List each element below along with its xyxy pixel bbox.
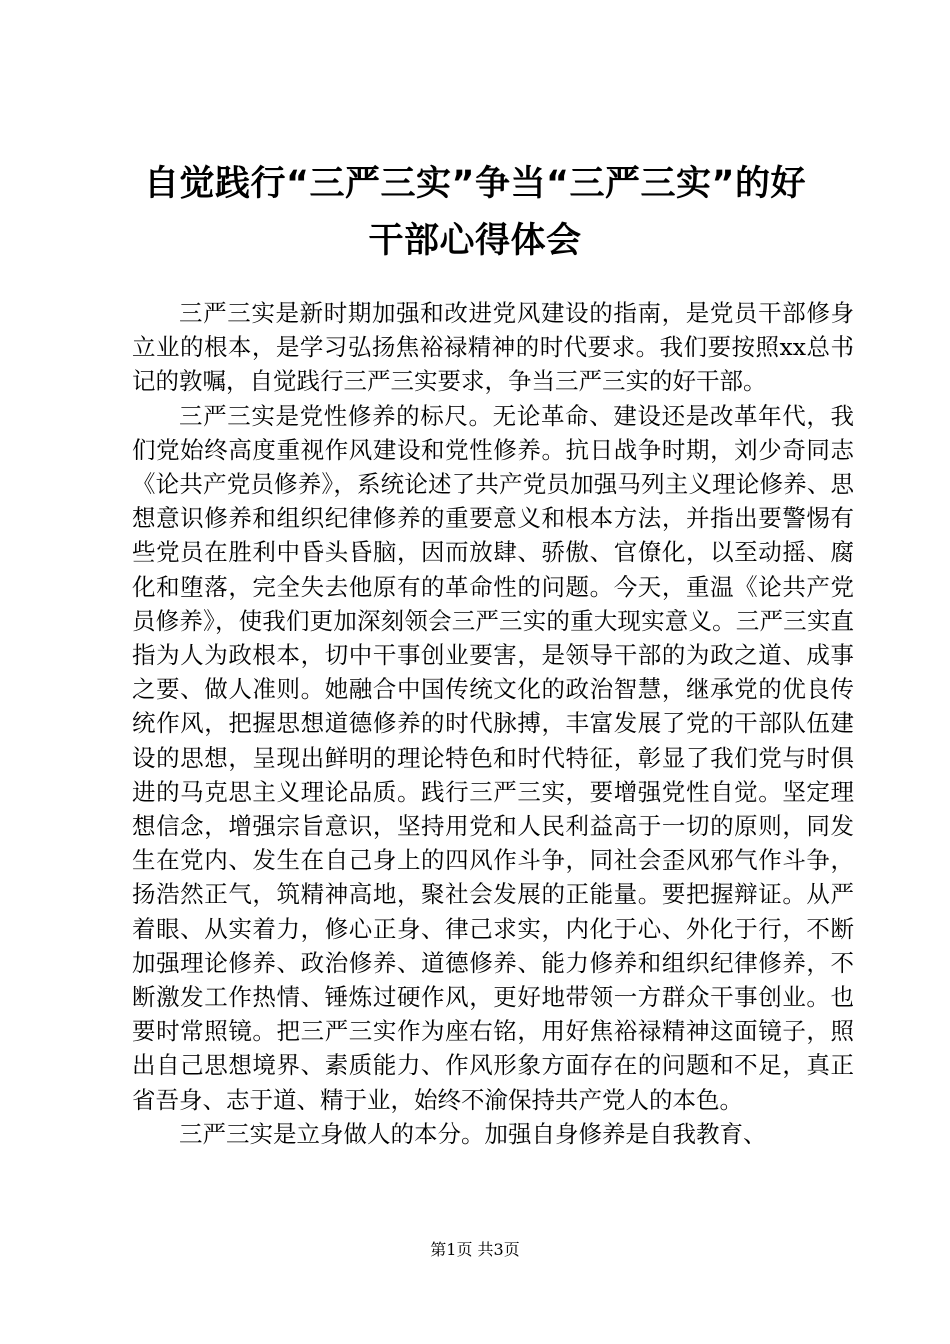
- page-footer: 第1页 共3页: [430, 1240, 520, 1259]
- document-title-line-2: 干部心得体会: [368, 221, 582, 261]
- paragraph-2: 三严三实是党性修养的标尺。无论革命、建设还是改革年代，我们党始终高度重视作风建设和党性修养。抗日战争时期，刘少奇同志《论共产党员修养》，系统论述了共产党员加强马列主义理论修养、思想意识修养和组织纪律修养的重要意义和根本方法，并指出要警惕有些党员在胜利中昏头昏脑，因而放肆、骄傲、官僚化，以至动摇、腐化和堕落，完全失去他原有的革命性的问题。今天，重温《论共产党员修养》，使我们更加深刻领会三严三实的重大现实意义。三严三实直指为人为政根本，切中干事创业要害，是领导干部的为政之道、成事之要、做人准则。她融合中国传统文化的政治智慧，继承党的优良传统作风，把握思想道德修养的时代脉搏，丰富发展了党的干部队伍建设的思想，呈现出鲜明的理论特色和时代特征，彰显了我们党与时俱进的马克思主义理论品质。践行三严三实，要增强党性自觉。坚定理想信念，增强宗旨意识，坚持用党和人民利益高于一切的原则，同发生在党内、发生在自己身上的四风作斗争，同社会歪风邪气作斗争，扬浩然正气，筑精神高地，聚社会发展的正能量。要把握辩证。从严着眼、从实着力，修心正身、律己求实，内化于心、外化于行，不断加强理论修养、政治修养、道德修养、能力修养和组织纪律修养，不断激发工作热情、锤炼过硬作风，更好地带领一方群众干事创业。也要时常照镜。把三严三实作为座右铭，用好焦裕禄精神这面镜子，照出自己思想境界、素质能力、作风形象方面存在的问题和不足，真正省吾身、志于道、精于业，始终不渝保持共产党人的本色。: [132, 401, 854, 1114]
- document-body: [132, 296, 854, 1151]
- document-title-line-1: 自觉践行“三严三实”争当“三严三实”的好: [143, 164, 806, 204]
- paragraph-1: 三严三实是新时期加强和改进党风建设的指南，是党员干部修身立业的根本，是学习弘扬焦裕禄精神的时代要求。我们要按照xx总书记的敦嘱，自觉践行三严三实要求，争当三严三实的好干部。: [132, 299, 854, 396]
- paragraph-3: 三严三实是立身做人的本分。加强自身修养是自我教育、: [179, 1119, 767, 1148]
